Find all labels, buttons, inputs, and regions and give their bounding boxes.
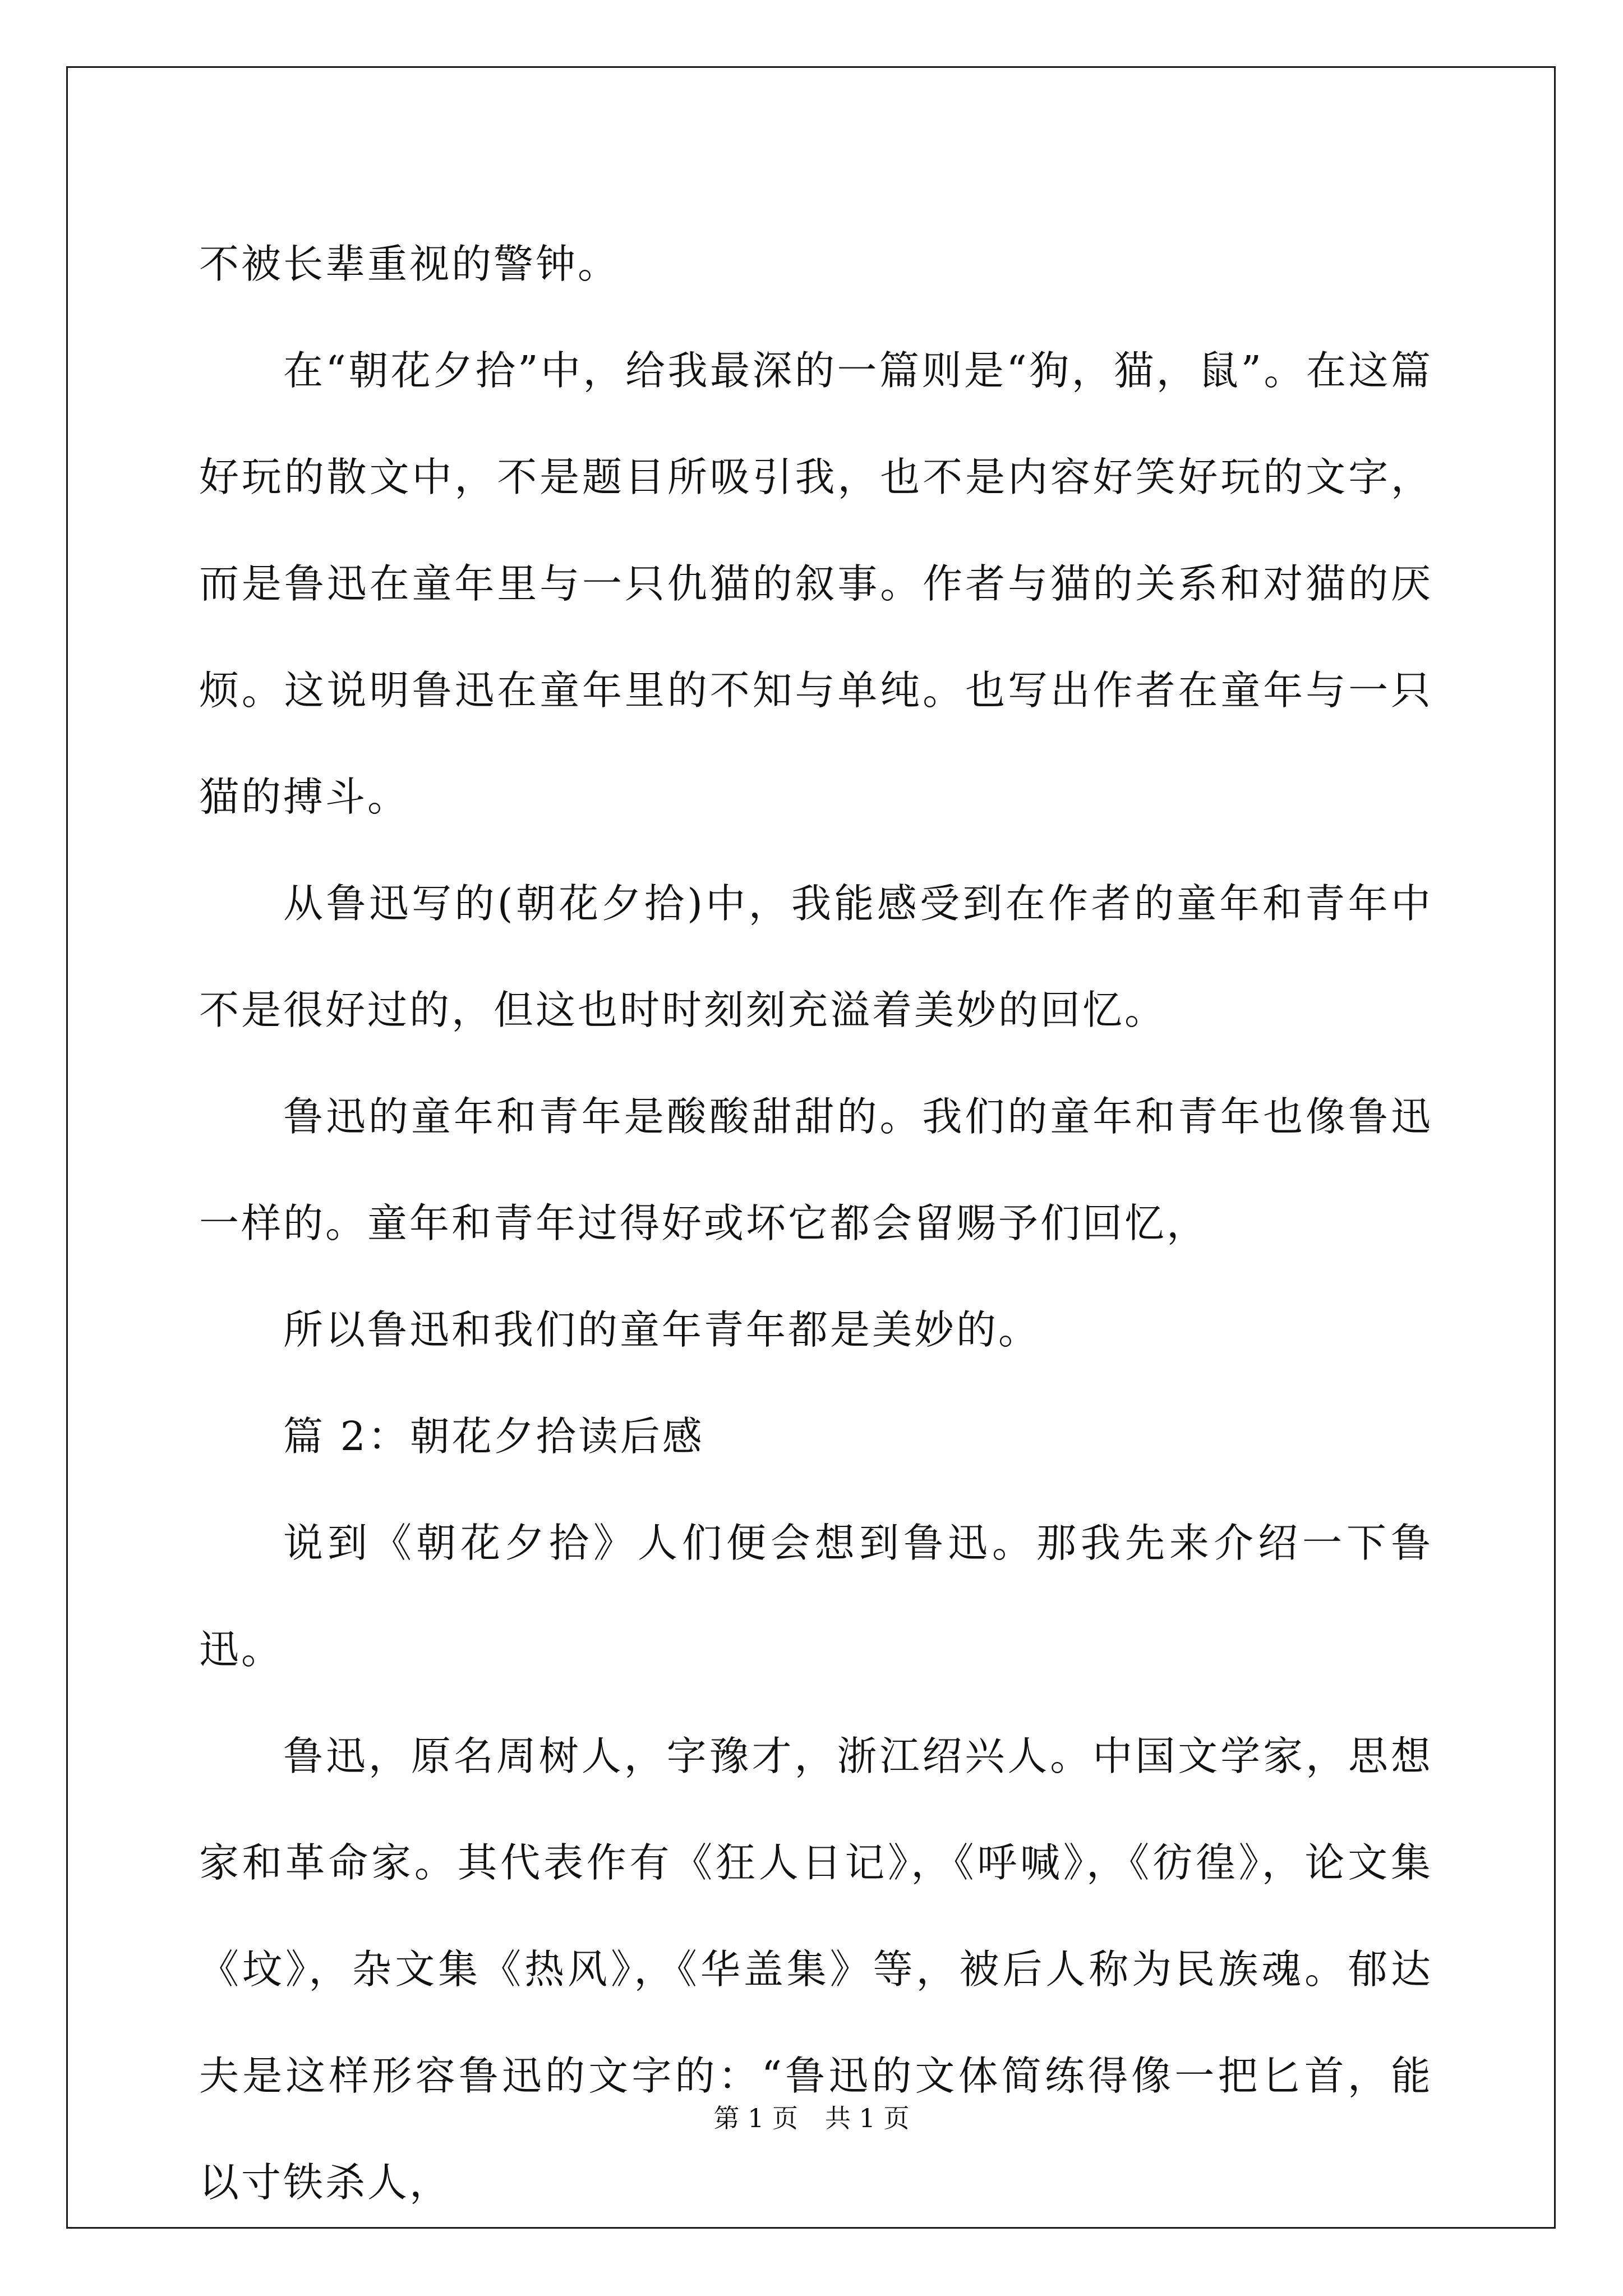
document-body xyxy=(199,211,1433,2236)
paragraph-2: 在“朝花夕拾”中，给我最深的一篇则是“狗，猫，鼠”。在这篇好玩的散文中，不是题目所吸引我，也不是内容好笑好玩的文字，而是鲁迅在童年里与一只仇猫的叙事。作者与猫的关系和对猫的厌烦。这说明鲁迅在童年里的不知与单纯。也写出作者在童年与一只猫的搏斗。 xyxy=(199,347,1433,820)
paragraph-4: 鲁迅的童年和青年是酸酸甜甜的。我们的童年和青年也像鲁迅一样的。童年和青年过得好或坏它都会留赐予们回忆， xyxy=(199,1093,1433,1246)
page-number: 第 1 页 xyxy=(713,2103,798,2133)
paragraph-5: 所以鲁迅和我们的童年青年都是美妙的。 xyxy=(283,1306,1041,1353)
section-heading: 篇 2：朝花夕拾读后感 xyxy=(283,1413,704,1460)
page-total: 共 1 页 xyxy=(825,2103,910,2133)
paragraph-1: 不被长辈重视的警钟。 xyxy=(199,241,620,287)
page-footer xyxy=(0,2098,1623,2135)
paragraph-6: 说到《朝花夕拾》人们便会想到鲁迅。那我先来介绍一下鲁迅。 xyxy=(199,1520,1433,1673)
paragraph-7: 鲁迅，原名周树人，字豫才，浙江绍兴人。中国文学家，思想家和革命家。其代表作有《狂人日记》，《呼喊》，《彷徨》，论文集《坟》，杂文集《热风》，《华盖集》等，被后人称为民族魂。郁达夫是这样形容鲁迅的文字的：“鲁迅的文体简练得像一把匕首，能以寸铁杀人， xyxy=(199,1733,1433,2206)
paragraph-3: 从鲁迅写的(朝花夕拾)中，我能感受到在作者的童年和青年中不是很好过的，但这也时时刻刻充溢着美妙的回忆。 xyxy=(199,880,1433,1033)
